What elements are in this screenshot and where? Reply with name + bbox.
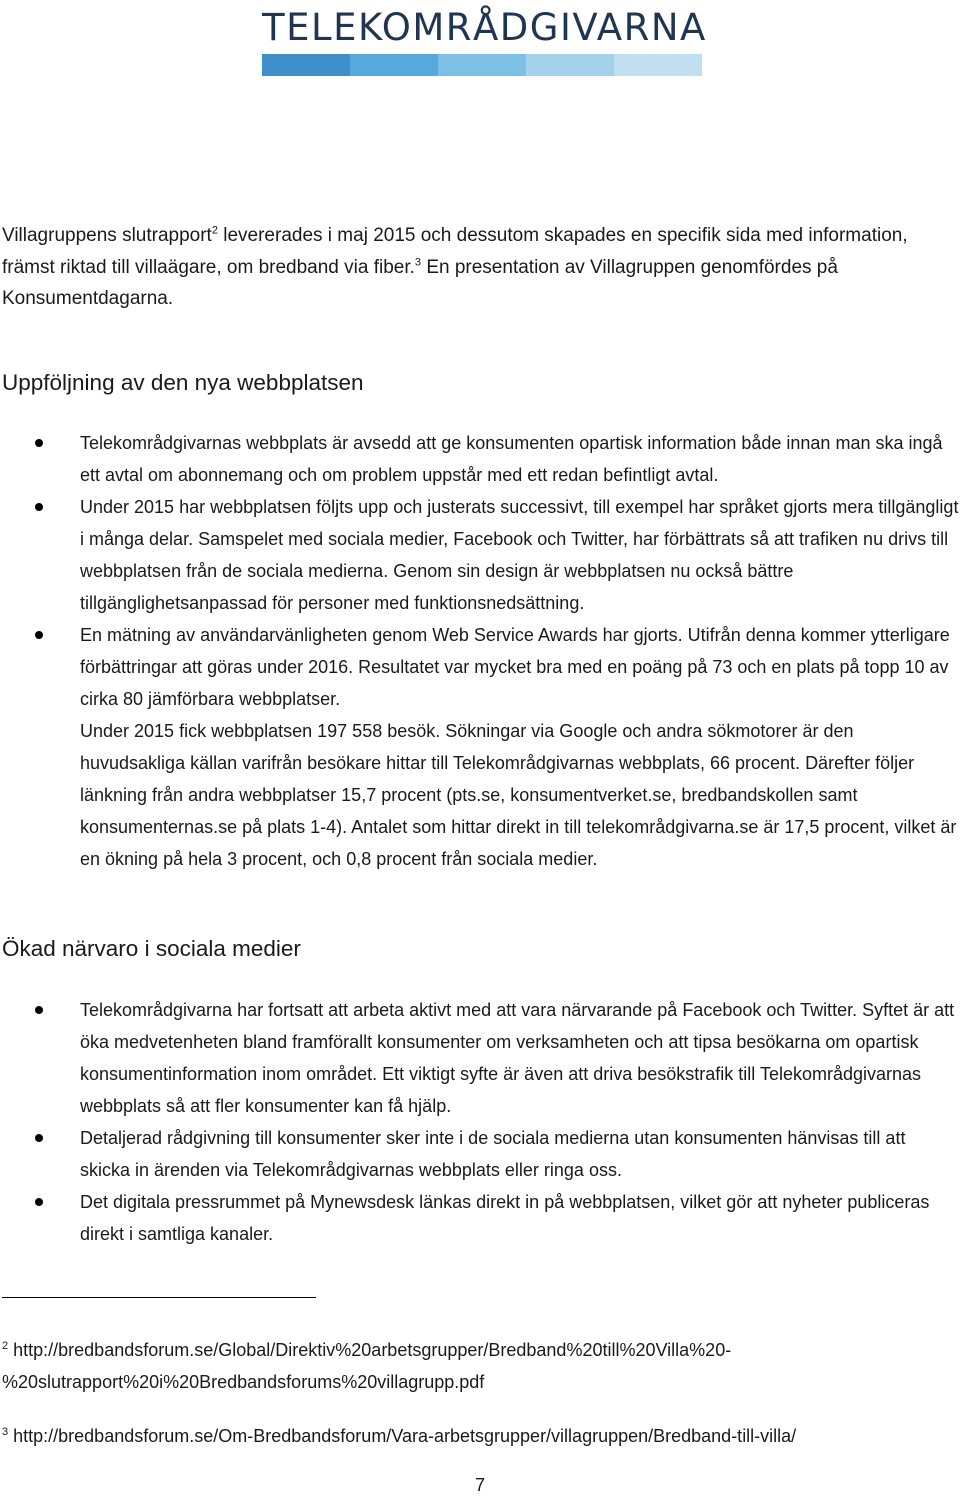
logo-color-bar [262, 54, 702, 76]
footnote-link[interactable]: http://bredbandsforum.se/Om-Bredbandsforum/Vara-arbetsgrupper/villagruppen/Bredband-till-villa/ [8, 1426, 797, 1446]
footnote-ref[interactable]: 2 [211, 224, 218, 237]
intro-text: Villagruppens slutrapport [2, 225, 212, 246]
bullet-list [0, 427, 960, 875]
intro-text: levererades i maj 2015 och dessutom skapades en specifik sida med information, främst riktad till villaägare, om bredband via fiber. [2, 225, 908, 278]
list-item: Telekområdgivarnas webbplats är avsedd att ge konsumenten opartisk information både innan man ska ingå ett avtal om abonnemang och om problem uppstår med ett redan befintligt avtal. [0, 427, 960, 491]
footnote [2, 1420, 796, 1452]
footnote-ref[interactable]: 3 [414, 256, 422, 269]
footnote-link[interactable]: %20slutrapport%20i%20Bredbandsforums%20villagrupp.pdf [2, 1372, 485, 1392]
footnote [2, 1334, 731, 1398]
section-heading: Ökad närvaro i sociala medier [2, 936, 301, 961]
logo-text: TELEKOMRÅDGIVARNA [262, 6, 707, 49]
intro-text: En presentation av Villagruppen genomfördes på Konsumentdagarna. [2, 256, 838, 309]
logo-bar-segment [526, 54, 614, 76]
footnote-divider [2, 1297, 316, 1298]
list-item: Under 2015 har webbplatsen följts upp och justerats successivt, till exempel har språket gjorts mera tillgängligt i många delar. Samspelet med sociala medier, Facebook och Twitter, har förbättrats så att trafiken nu drivs till webbplatsen från de sociala medierna. Genom sin design är webbplatsen nu också bättre tillgänglighetsanpassad för personer med funktionsnedsättning. [0, 491, 960, 619]
logo-bar-segment [350, 54, 438, 76]
footnote-link[interactable]: http://bredbandsforum.se/Global/Direktiv%20arbetsgrupper/Bredband%20till%20Villa%20- [8, 1340, 732, 1360]
section-heading: Uppföljning av den nya webbplatsen [2, 370, 364, 395]
list-item: En mätning av användarvänligheten genom Web Service Awards har gjorts. Utifrån denna kommer ytterligare förbättringar att göras under 2016. Resultatet var mycket bra med en poäng på 73 och en plats på topp 10 av cirka 80 jämförbara webbplatser. [0, 619, 960, 715]
list-item: Detaljerad rådgivning till konsumenter sker inte i de sociala medierna utan konsumenten hänvisas till att skicka in ärenden via Telekområdgivarnas webbplats eller ringa oss. [0, 1122, 960, 1186]
page-number: 7 [475, 1475, 486, 1495]
list-item: Det digitala pressrummet på Mynewsdesk länkas direkt in på webbplatsen, vilket gör att nyheter publiceras direkt i samtliga kanaler. [0, 1186, 960, 1250]
list-continuation: Under 2015 fick webbplatsen 197 558 besök. Sökningar via Google och andra sökmotorer är den huvudsakliga källan varifrån besökare hittar till Telekområdgivarnas webbplats, 66 procent. Därefter följer länkning från andra webbplatser 15,7 procent (pts.se, konsumentverket.se, bredbandskollen samt konsumenternas.se på plats 1-4). Antalet som hittar direkt in till telekområdgivarna.se är 17,5 procent, vilket är en ökning på hela 3 procent, och 0,8 procent från sociala medier. [80, 721, 957, 869]
bullet-list [0, 994, 960, 1250]
list-item: Telekområdgivarna har fortsatt att arbeta aktivt med att vara närvarande på Facebook och Twitter. Syftet är att öka medvetenheten bland framförallt konsumenter om verksamheten och att tipsa besökarna om opartisk konsumentinformation inom området. Ett viktigt syfte är även att driva besökstrafik till Telekområdgivarnas webbplats så att fler konsumenter kan få hjälp. [0, 994, 960, 1122]
logo-bar-segment [262, 54, 350, 76]
footnote-number: 3 [2, 1426, 9, 1438]
footnote-number: 2 [2, 1340, 9, 1352]
logo-bar-segment [614, 54, 702, 76]
intro-paragraph [2, 220, 952, 315]
logo-bar-segment [438, 54, 526, 76]
logo [262, 6, 707, 76]
